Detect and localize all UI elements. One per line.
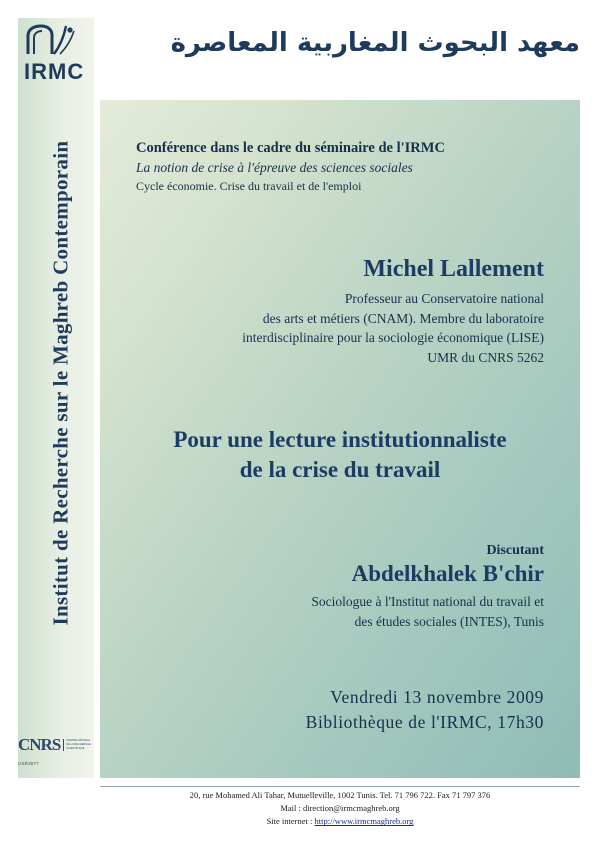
- speaker-block: [136, 256, 544, 367]
- main-content-panel: [100, 100, 580, 778]
- event-details-block: [136, 687, 544, 733]
- irmc-logo-text: IRMC: [24, 59, 85, 84]
- cnrs-caption-line-1: CENTRE NATIONAL: [66, 739, 91, 743]
- irmc-logo-mark-icon: [24, 24, 86, 58]
- conference-title-line-2: de la crise du travail: [239, 457, 441, 483]
- speaker-affiliation-line-4: UMR du CNRS 5262: [427, 349, 544, 365]
- footer-address-line: 20, rue Mohamed Ali Tahar, Mutuelleville, 1002 Tunis. Tel. 71 796 722. Fax 71 797 376: [189, 790, 491, 800]
- cnrs-caption-line-2: DE LA RECHERCHE: [66, 743, 91, 747]
- speaker-affiliation-line-2: des arts et métiers (CNAM). Membre du laboratoire: [262, 310, 544, 326]
- seminar-cycle-line: Cycle économie. Crise du travail et de l'emploi: [136, 179, 362, 193]
- discussant-name: Abdelkhalek B'chir: [351, 561, 544, 587]
- speaker-affiliation: [136, 289, 544, 367]
- conference-title-line-1: Pour une lecture institutionnaliste: [173, 427, 507, 453]
- footer-divider: [100, 786, 580, 787]
- discussant-affiliation: [136, 592, 544, 631]
- seminar-info-block: [136, 140, 544, 194]
- speaker-affiliation-line-1: Professeur au Conservatoire national: [344, 291, 544, 306]
- conference-title: [136, 425, 544, 485]
- event-date: Vendredi 13 novembre 2009: [330, 687, 544, 708]
- footer-website-link[interactable]: http://www.irmcmaghreb.org: [314, 816, 414, 827]
- cnrs-caption-line-3: SCIENTIFIQUE: [66, 746, 85, 750]
- arabic-institute-title: معهد البحوث المغاربية المعاصرة: [170, 28, 580, 58]
- speaker-name: Michel Lallement: [363, 256, 544, 282]
- seminar-theme-line: La notion de crise à l'épreuve des sciences sociales: [136, 160, 413, 175]
- speaker-affiliation-line-3: interdisciplinaire pour la sociologie économique (LISE): [242, 330, 544, 346]
- event-location: Bibliothèque de l'IRMC, 17h30: [305, 712, 544, 733]
- discussant-affiliation-line-1: Sociologue à l'Institut national du travail et: [311, 594, 544, 610]
- cnrs-logo: [18, 735, 94, 766]
- seminar-conference-line: Conférence dans le cadre du séminaire de l'IRMC: [136, 140, 445, 156]
- footer-website-line: [100, 815, 580, 828]
- cnrs-logo-icon: [18, 735, 94, 755]
- cnrs-unit-code: USR3077: [18, 761, 39, 766]
- left-vertical-band: [18, 18, 94, 778]
- discussant-label: Discutant: [486, 543, 544, 559]
- footer-mail-line: Mail : direction@irmcmaghreb.org: [280, 803, 400, 814]
- institute-vertical-title: Institut de Recherche sur le Maghreb Contemporain: [48, 140, 73, 626]
- footer-website-label: Site internet :: [266, 816, 315, 827]
- discussant-affiliation-line-2: des études sociales (INTES), Tunis: [354, 613, 544, 629]
- footer-contact: [100, 789, 580, 829]
- cnrs-logo-caption: [63, 739, 91, 750]
- irmc-logo: [24, 24, 88, 88]
- cnrs-logo-mark: CNRS: [18, 735, 61, 754]
- discussant-block: [136, 543, 544, 631]
